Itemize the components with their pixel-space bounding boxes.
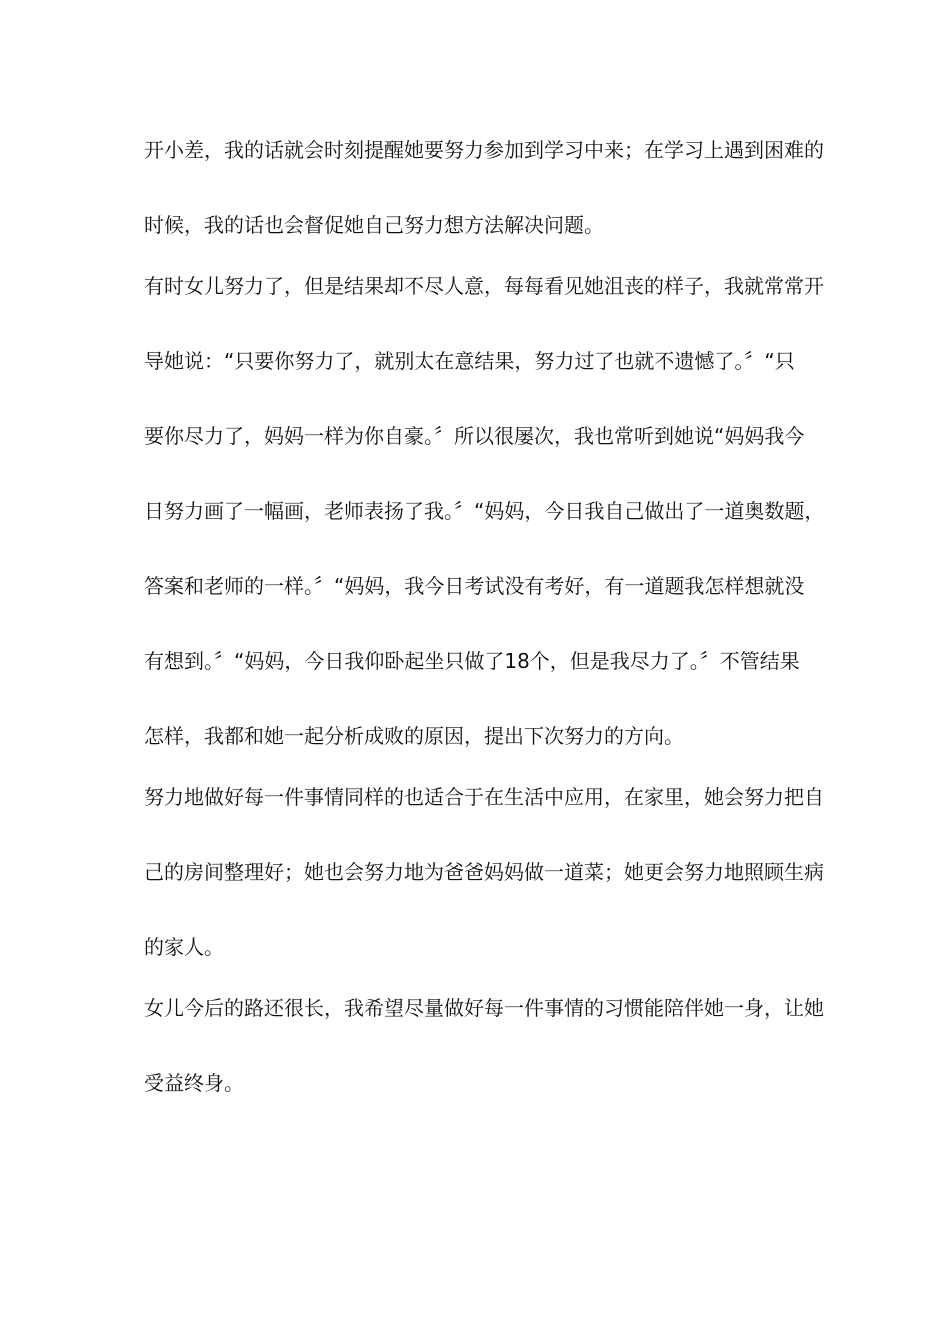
- text-line: 时候，我的话也会督促她自己努力想方法解决问题。: [144, 213, 604, 237]
- text-line: 怎样，我都和她一起分析成败的原因，提出下次努力的方向。: [144, 724, 684, 748]
- text-line: 答案和老师的一样。〞“妈妈，我今日考试没有考好，有一道题我怎样想就没: [144, 574, 805, 598]
- text-line: 有想到。〞“妈妈，今日我仰卧起坐只做了18个，但是我尽力了。〞不管结果: [144, 649, 800, 673]
- text-line: 有时女儿努力了，但是结果却不尽人意，每每看见她沮丧的样子，我就常常开: [144, 274, 824, 298]
- text-line: 受益终身。: [144, 1071, 244, 1095]
- text-line: 女儿今后的路还很长，我希望尽量做好每一件事情的习惯能陪伴她一身，让她: [144, 996, 824, 1020]
- text-line: 努力地做好每一件事情同样的也适合于在生活中应用，在家里，她会努力把自: [144, 785, 824, 809]
- text-line: 要你尽力了，妈妈一样为你自豪。〞所以很屡次，我也常听到她说“妈妈我今: [144, 424, 805, 448]
- text-line: 导她说：“只要你努力了，就别太在意结果，努力过了也就不遗憾了。〞“只: [144, 349, 795, 373]
- text-line: 开小差，我的话就会时刻提醒她要努力参加到学习中来；在学习上遇到困难的: [144, 138, 824, 162]
- text-line: 日努力画了一幅画，老师表扬了我。〞“妈妈，今日我自己做出了一道奥数题，: [144, 499, 825, 523]
- text-line: 己的房间整理好；她也会努力地为爸爸妈妈做一道菜；她更会努力地照顾生病: [144, 860, 824, 884]
- text-line: 的家人。: [144, 935, 224, 959]
